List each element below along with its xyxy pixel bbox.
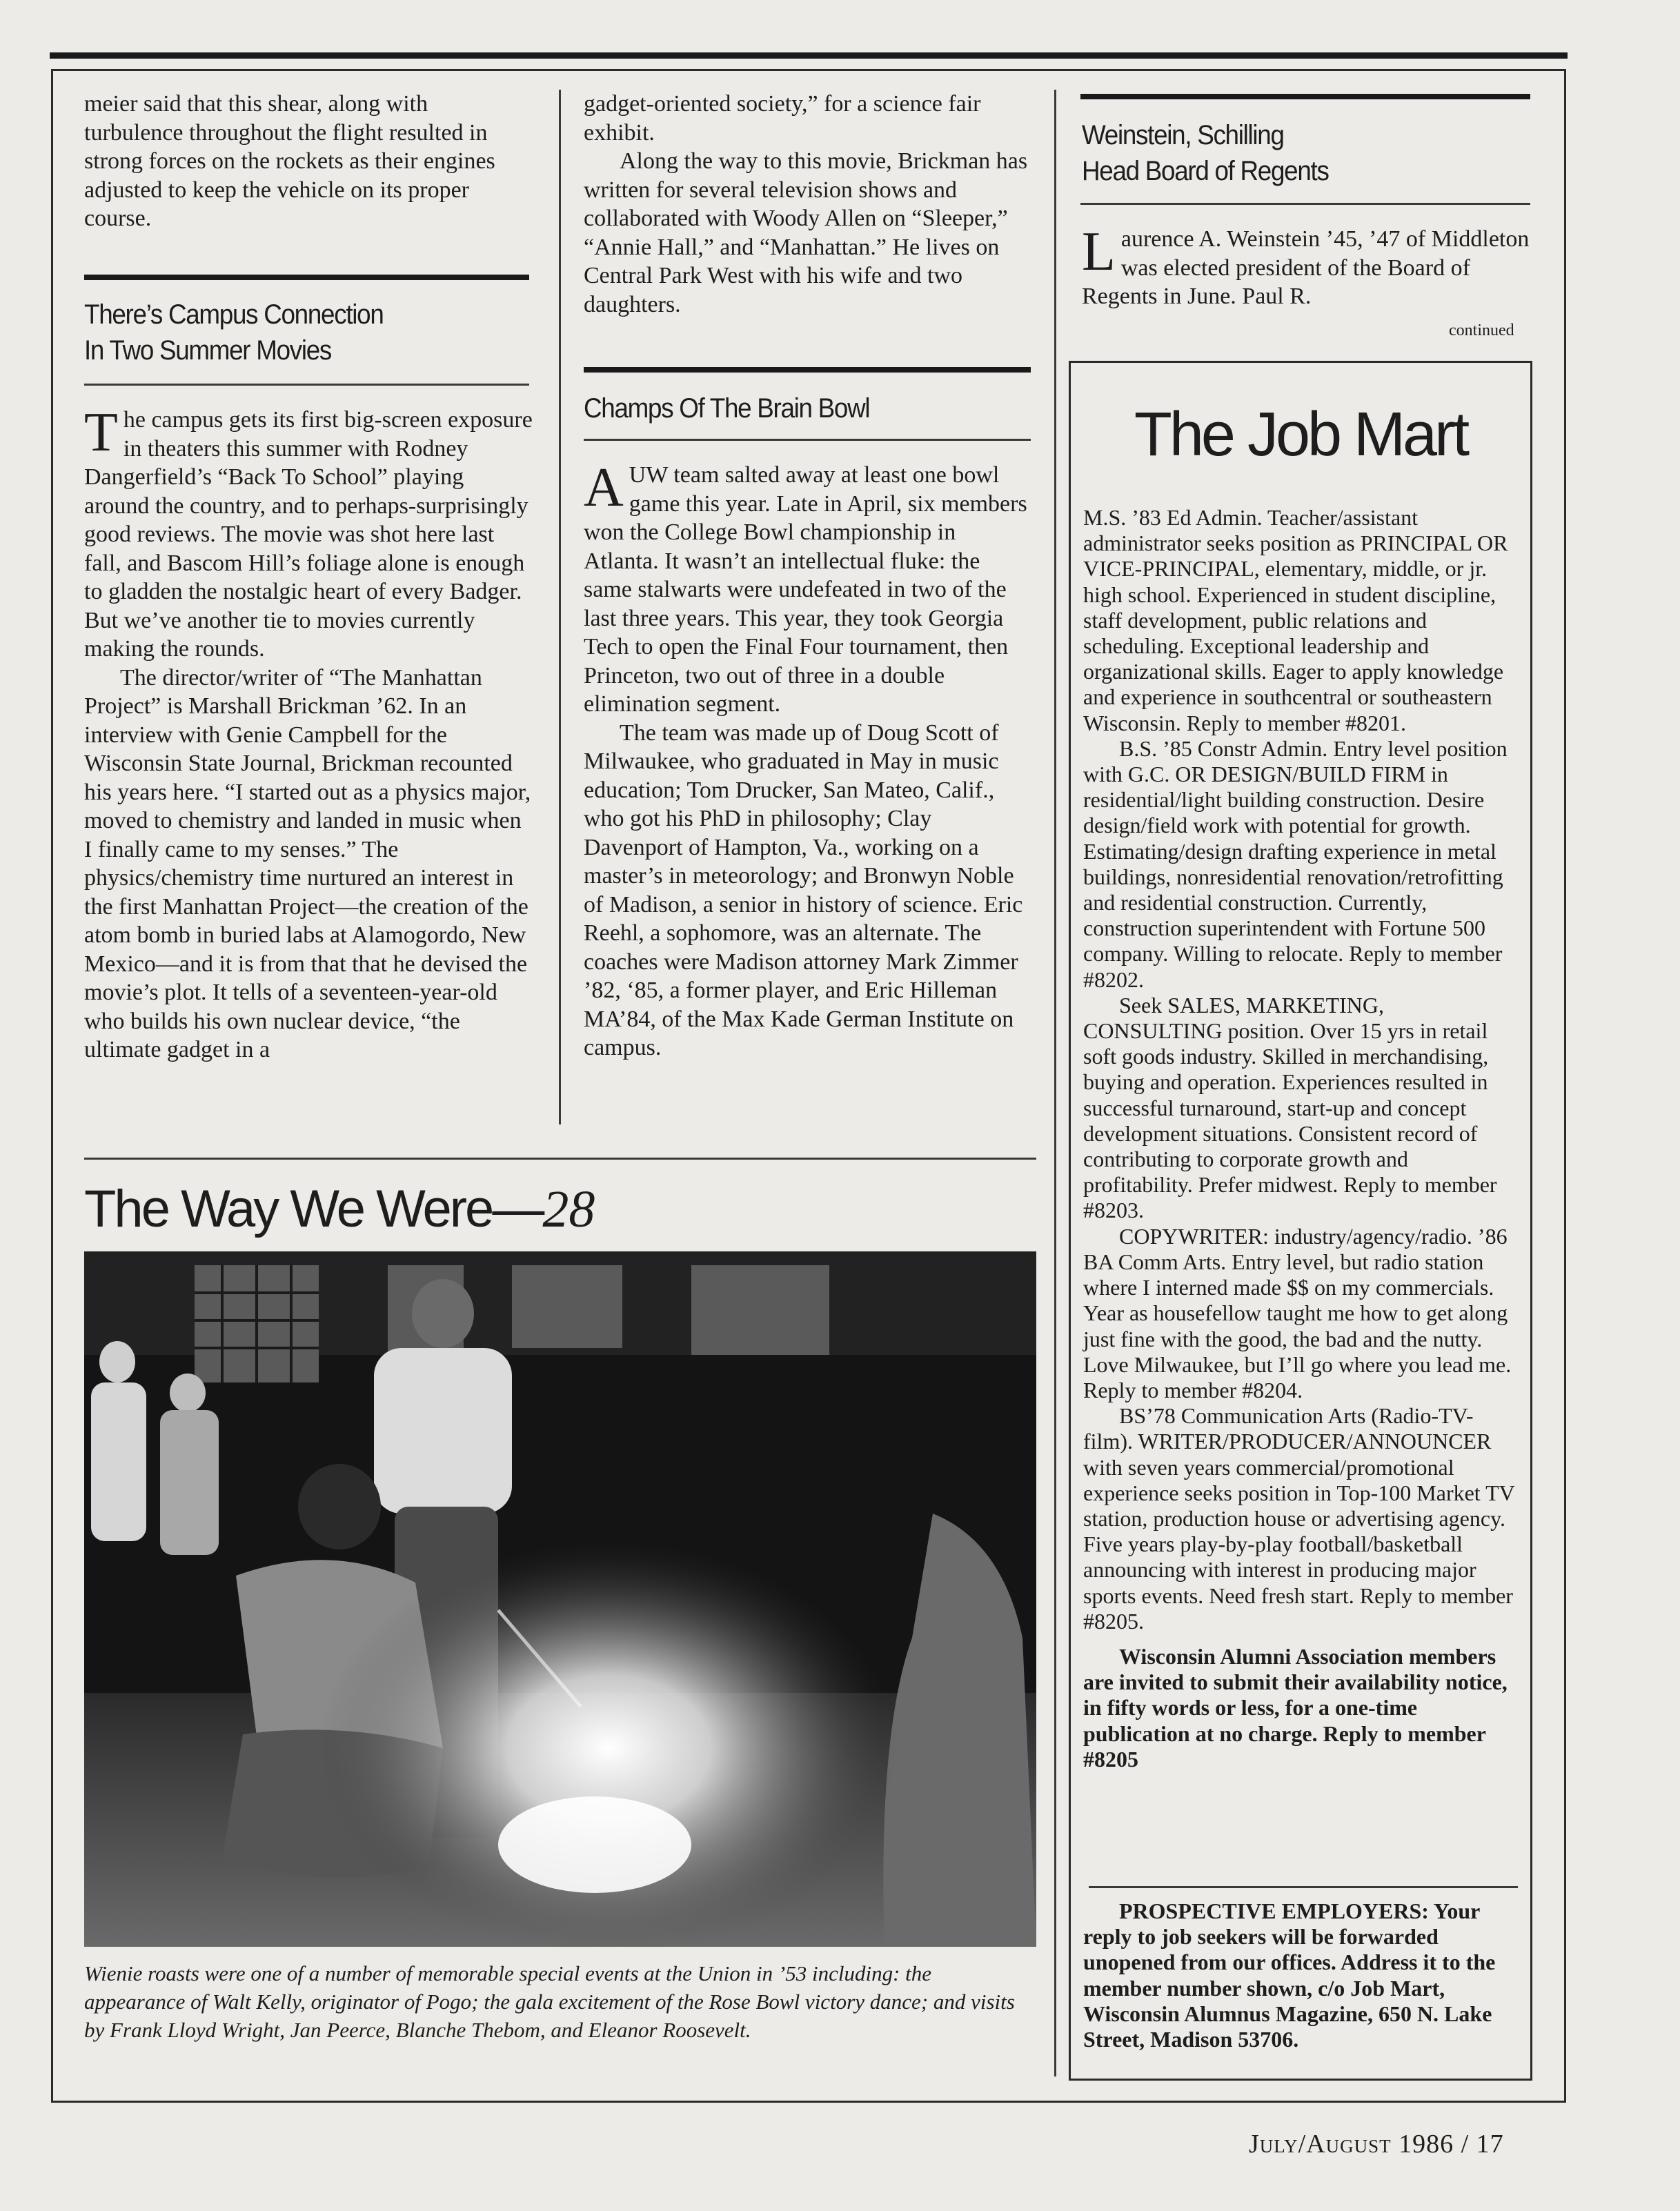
section-heading: There’s Campus Connection In Two Summer Movies	[84, 299, 384, 366]
photo-caption: Wienie roasts were one of a number of memorable special events at the Union in ’53 including: the appearance of Walt Kelly, originator of Pogo; the gala excitement of the Rose Bowl victory dance; and visits by Frank Lloyd Wright, Jan Peerce, Blanche Thebom, and Eleanor Roosevelt.	[84, 1961, 1015, 2042]
article-paragraph: The campus gets its first big-screen exposure in theaters this summer with Rodney Dangerfield’s “Back To School” playing around the country, and to perhaps-surprisingly good reviews. The movie was shot here last fall, and Bascom Hill’s foliage alone is enough to gladden the nostalgic heart of every Badger. But we’ve another tie to movies currently making the rounds.	[84, 402, 533, 662]
article-paragraph: gadget-oriented society,” for a science fair exhibit.	[584, 91, 981, 146]
article-movies-cont	[584, 90, 1032, 319]
job-mart-title: The Job Mart	[1134, 400, 1467, 469]
drop-cap: A	[584, 457, 624, 518]
article-paragraph: Along the way to this movie, Brickman has written for several television shows and collaborated with Woody Allen on “Sleeper,” “Annie Hall,” and “Manhattan.” He lives on Central Park West with his wife and two daughters.	[584, 148, 1028, 317]
section-rule	[1080, 203, 1530, 205]
section-rule	[1080, 94, 1530, 99]
page-number: 17	[1476, 2130, 1504, 2159]
article-paragraph: meier said that this shear, along with turbulence throughout the flight resulted in strong forces on the rockets as their engines adjusted to keep the vehicle on its proper course.	[84, 91, 495, 231]
photo-illustration	[84, 1251, 1036, 1947]
way-we-were-title: The Way We Were—28	[84, 1180, 595, 1238]
article-paragraph: AUW team salted away at least one bowl game this year. Late in April, six members won the College Bowl championship in Atlanta. It wasn’t an intellectual fluke: the same stalwarts were undefeated in two of the last three years. This year, they took Georgia Tech to open the Final Four tournament, then Princeton, two out of three in a double elimination segment.	[584, 457, 1027, 717]
article-paragraph: The director/writer of “The Manhattan Project” is Marshall Brickman ’62. In an interview with Genie Campbell for the Wisconsin State Journal, Brickman recounted his years here. “I started out as a physics major, moved to chemistry and landed in music when I finally came to my senses.” The physics/chemistry time nurtured an interest in the first Manhattan Project—the creation of the atom bomb in buried labs at Alamogordo, New Mexico—and it is from that that he devised the movie’s plot. It tells of a seventeen-year-old who builds his own nuclear device, “the ultimate gadget in a	[84, 664, 531, 1062]
job-ad: B.S. ’85 Constr Admin. Entry level position with G.C. OR DESIGN/BUILD FIRM in residential/light building construction. Desire design/field work with potential for growth. Estimating/design drafting experience in metal buildings, nonresidential renovation/retrofitting and residential construction. Currently, construction superintendent with Fortune 500 company. Willing to relocate. Reply to member #8202.	[1083, 735, 1508, 992]
article-paragraph: Laurence A. Weinstein ’45, ’47 of Middleton was elected president of the Board of Regents in June. Paul R.	[1082, 221, 1530, 309]
job-ad: Seek SALES, MARKETING, CONSULTING position. Over 15 yrs in retail soft goods industry. Skilled in merchandising, buying and operation. Experiences resulted in successful turnaround, start-up and concept development situations. Consistent record of contributing to corporate growth and profitability. Prefer midwest. Reply to member #8203.	[1083, 992, 1497, 1223]
job-ads	[1083, 505, 1519, 1772]
section-heading: Champs Of The Brain Bowl	[584, 393, 870, 424]
column-divider	[559, 90, 561, 1124]
article-brain-bowl	[584, 457, 1034, 1062]
page-footer: July/August 1986 / 17	[1249, 2130, 1504, 2159]
job-ad: BS’78 Communication Arts (Radio-TV-film). WRITER/PRODUCER/ANNOUNCER with seven years commercial/promotional experience seeks position in Top-100 Market TV station, production house or advertising agency. Five years play-by-play football/basketball announcing with interest in producing major sports events. Need fresh start. Reply to member #8205.	[1083, 1403, 1515, 1634]
employers-notice: PROSPECTIVE EMPLOYERS: Your reply to job seekers will be forwarded unopened from our offices. Address it to the member number shown, c/o Job Mart, Wisconsin Alumnus Magazine, 650 N. Lake Street, Madison 53706.	[1083, 1898, 1496, 2052]
issue-date: July/August 1986	[1249, 2130, 1454, 2159]
article-paragraph: The team was made up of Doug Scott of Milwaukee, who graduated in May in music education; Tom Drucker, San Mateo, Calif., who got his PhD in philosophy; Clay Davenport of Hampton, Va., working on a master’s in meteorology; and Bronwyn Noble of Madison, a senior in history of science. Eric Reehl, a sophomore, was an alternate. The coaches were Madison attorney Mark Zimmer ’82, ‘85, a former player, and Eric Hilleman MA’84, of the Max Kade German Institute on campus.	[584, 720, 1023, 1060]
section-rule	[584, 367, 1031, 373]
article-continuation	[84, 90, 533, 233]
section-rule	[84, 275, 529, 280]
job-mart-notice: Wisconsin Alumni Association members are invited to submit their availability notice, in fifty words or less, for a one-time publication at no charge. Reply to member #8205	[1083, 1643, 1508, 1772]
drop-cap: L	[1082, 221, 1116, 282]
column-divider	[1054, 90, 1056, 2076]
top-rule	[50, 52, 1568, 59]
drop-cap: T	[84, 402, 118, 463]
job-ad: M.S. ’83 Ed Admin. Teacher/assistant administrator seeks position as PRINCIPAL OR VICE-PRINCIPAL, elementary, middle, or jr. high school. Experienced in student discipline, staff development, public relations and scheduling. Exceptional leadership and organizational skills. Eager to apply knowledge and experience in southcentral or southeastern Wisconsin. Reply to member #8201.	[1083, 505, 1508, 735]
section-heading: Weinstein, Schilling Head Board of Regents	[1082, 120, 1329, 186]
wienie-roast-photo	[84, 1251, 1036, 1947]
section-rule	[1089, 1886, 1518, 1888]
section-rule	[584, 439, 1031, 441]
section-rule	[84, 1158, 1036, 1160]
article-movies	[84, 402, 533, 1064]
section-rule	[84, 384, 529, 386]
continued-label: continued	[1449, 321, 1514, 339]
job-ad: COPYWRITER: industry/agency/radio. ’86 BA Comm Arts. Entry level, but radio station where I interned made $$ on my commercials. Year as housefellow taught me how to get along just fine with the good, the bad and the nutty. Love Milwaukee, but I’ll go where you lead me. Reply to member #8204.	[1083, 1223, 1512, 1402]
article-regents	[1082, 221, 1530, 311]
